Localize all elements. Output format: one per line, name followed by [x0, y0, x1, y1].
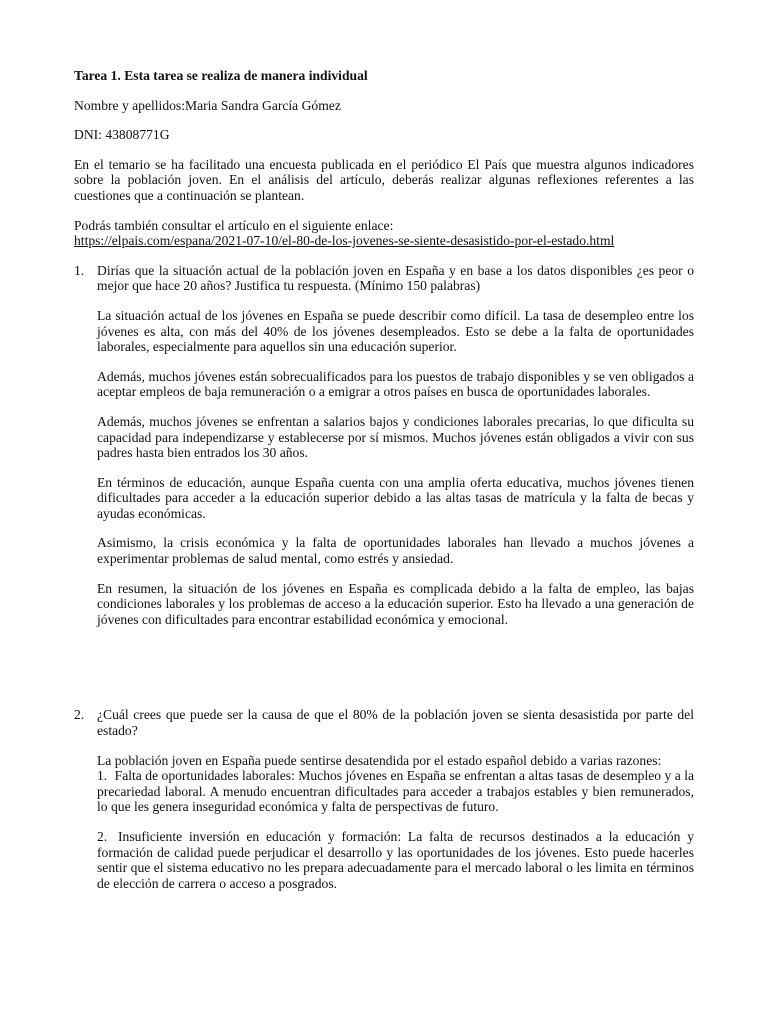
answer-paragraph: Además, muchos jóvenes se enfrentan a salarios bajos y condiciones laborales precarias, lo que dificulta su capacidad para independizarse y establecerse por sí mismos. Muchos jóvenes están obligados a vivir con sus padres hasta bien entrados los 30 años. [97, 413, 694, 461]
article-link[interactable]: https://elpais.com/espana/2021-07-10/el-80-de-los-jovenes-se-siente-desasistido-por-el-estado.html [74, 233, 615, 249]
document-title: Tarea 1. Esta tarea se realiza de manera individual [74, 68, 368, 83]
question-1 [74, 263, 694, 628]
intro-paragraph: En el temario se ha facilitado una encuesta publicada en el periódico El País que muestra algunos indicadores sobre la población joven. En el análisis del artículo, deberás realizar algunas reflexiones referentes a las cuestiones que a continuación se plantean. [74, 156, 694, 203]
link-intro: Podrás también consultar el artículo en el siguiente enlace: [74, 217, 394, 233]
link-block [74, 218, 694, 249]
answer-paragraph: La situación actual de los jóvenes en España se puede describir como difícil. La tasa de desempleo entre los jóvenes es alta, con más del 40% de los jóvenes desempleados. Esto se debe a la falta de oportunidades laborales, especialmente para aquellos sin una educación superior. [97, 307, 694, 355]
answer-2 [97, 753, 694, 892]
question-text: ¿Cuál crees que puede ser la causa de que el 80% de la población joven se sienta desasistida por parte del estado? [97, 707, 694, 739]
list-item-text: Insuficiente inversión en educación y formación: La falta de recursos destinados a la educación y formación de calidad puede perjudicar el desarrollo y las oportunidades de los jóvenes. Esto puede hacerles sentir que el sistema educativo no les prepara adecuadamente para el mercado laboral o les limita en términos de elección de carrera o acceso a posgrados. [97, 829, 694, 891]
answer-paragraph: Asimismo, la crisis económica y la falta de oportunidades laborales han llevado a muchos jóvenes a experimentar problemas de salud mental, como estrés y ansiedad. [97, 535, 694, 567]
question-2 [74, 707, 694, 891]
dni-line: DNI: 43808771G [74, 127, 170, 143]
list-item-number: 2. [97, 829, 108, 844]
document-page [74, 68, 694, 905]
answer-1 [97, 308, 694, 628]
list-item [97, 768, 694, 815]
answer-paragraph: Además, muchos jóvenes están sobrecualificados para los puestos de trabajo disponibles y se ven obligados a aceptar empleos de baja remuneración o a emigrar a otros países en busca de oportunidades laborales. [97, 368, 694, 400]
question-text: Dirías que la situación actual de la población joven en España y en base a los datos disponibles ¿es peor o mejor que hace 20 años? Justifica tu respuesta. (Mínimo 150 palabras) [97, 262, 694, 294]
question-number: 2. [74, 707, 85, 723]
answer-lead: La población joven en España puede sentirse desatendida por el estado español debido a varias razones: [97, 752, 662, 768]
answer-paragraph: En términos de educación, aunque España cuenta con una amplia oferta educativa, muchos jóvenes tienen dificultades para acceder a la educación superior debido a las altas tasas de matrícula y la falta de becas y ayudas económicas. [97, 474, 694, 521]
list-item [97, 829, 694, 891]
list-item-number: 1. [97, 768, 108, 784]
list-item-text: Falta de oportunidades laborales: Muchos jóvenes en España se enfrentan a altas tasas de desempleo y a la precariedad laboral. A menudo encuentran dificultades para acceder a trabajos estables y bien remunerados, lo que les genera inseguridad económica y falta de perspectivas de futuro. [97, 768, 695, 815]
name-line: Nombre y apellidos:Maria Sandra García Gómez [74, 97, 341, 113]
answer-paragraph: En resumen, la situación de los jóvenes en España es complicada debido a la falta de empleo, las bajas condiciones laborales y los problemas de acceso a la educación superior. Esto ha llevado a una generación de jóvenes con dificultades para encontrar estabilidad económica y emocional. [97, 580, 694, 627]
blank-space [74, 641, 694, 707]
question-number: 1. [74, 262, 85, 278]
